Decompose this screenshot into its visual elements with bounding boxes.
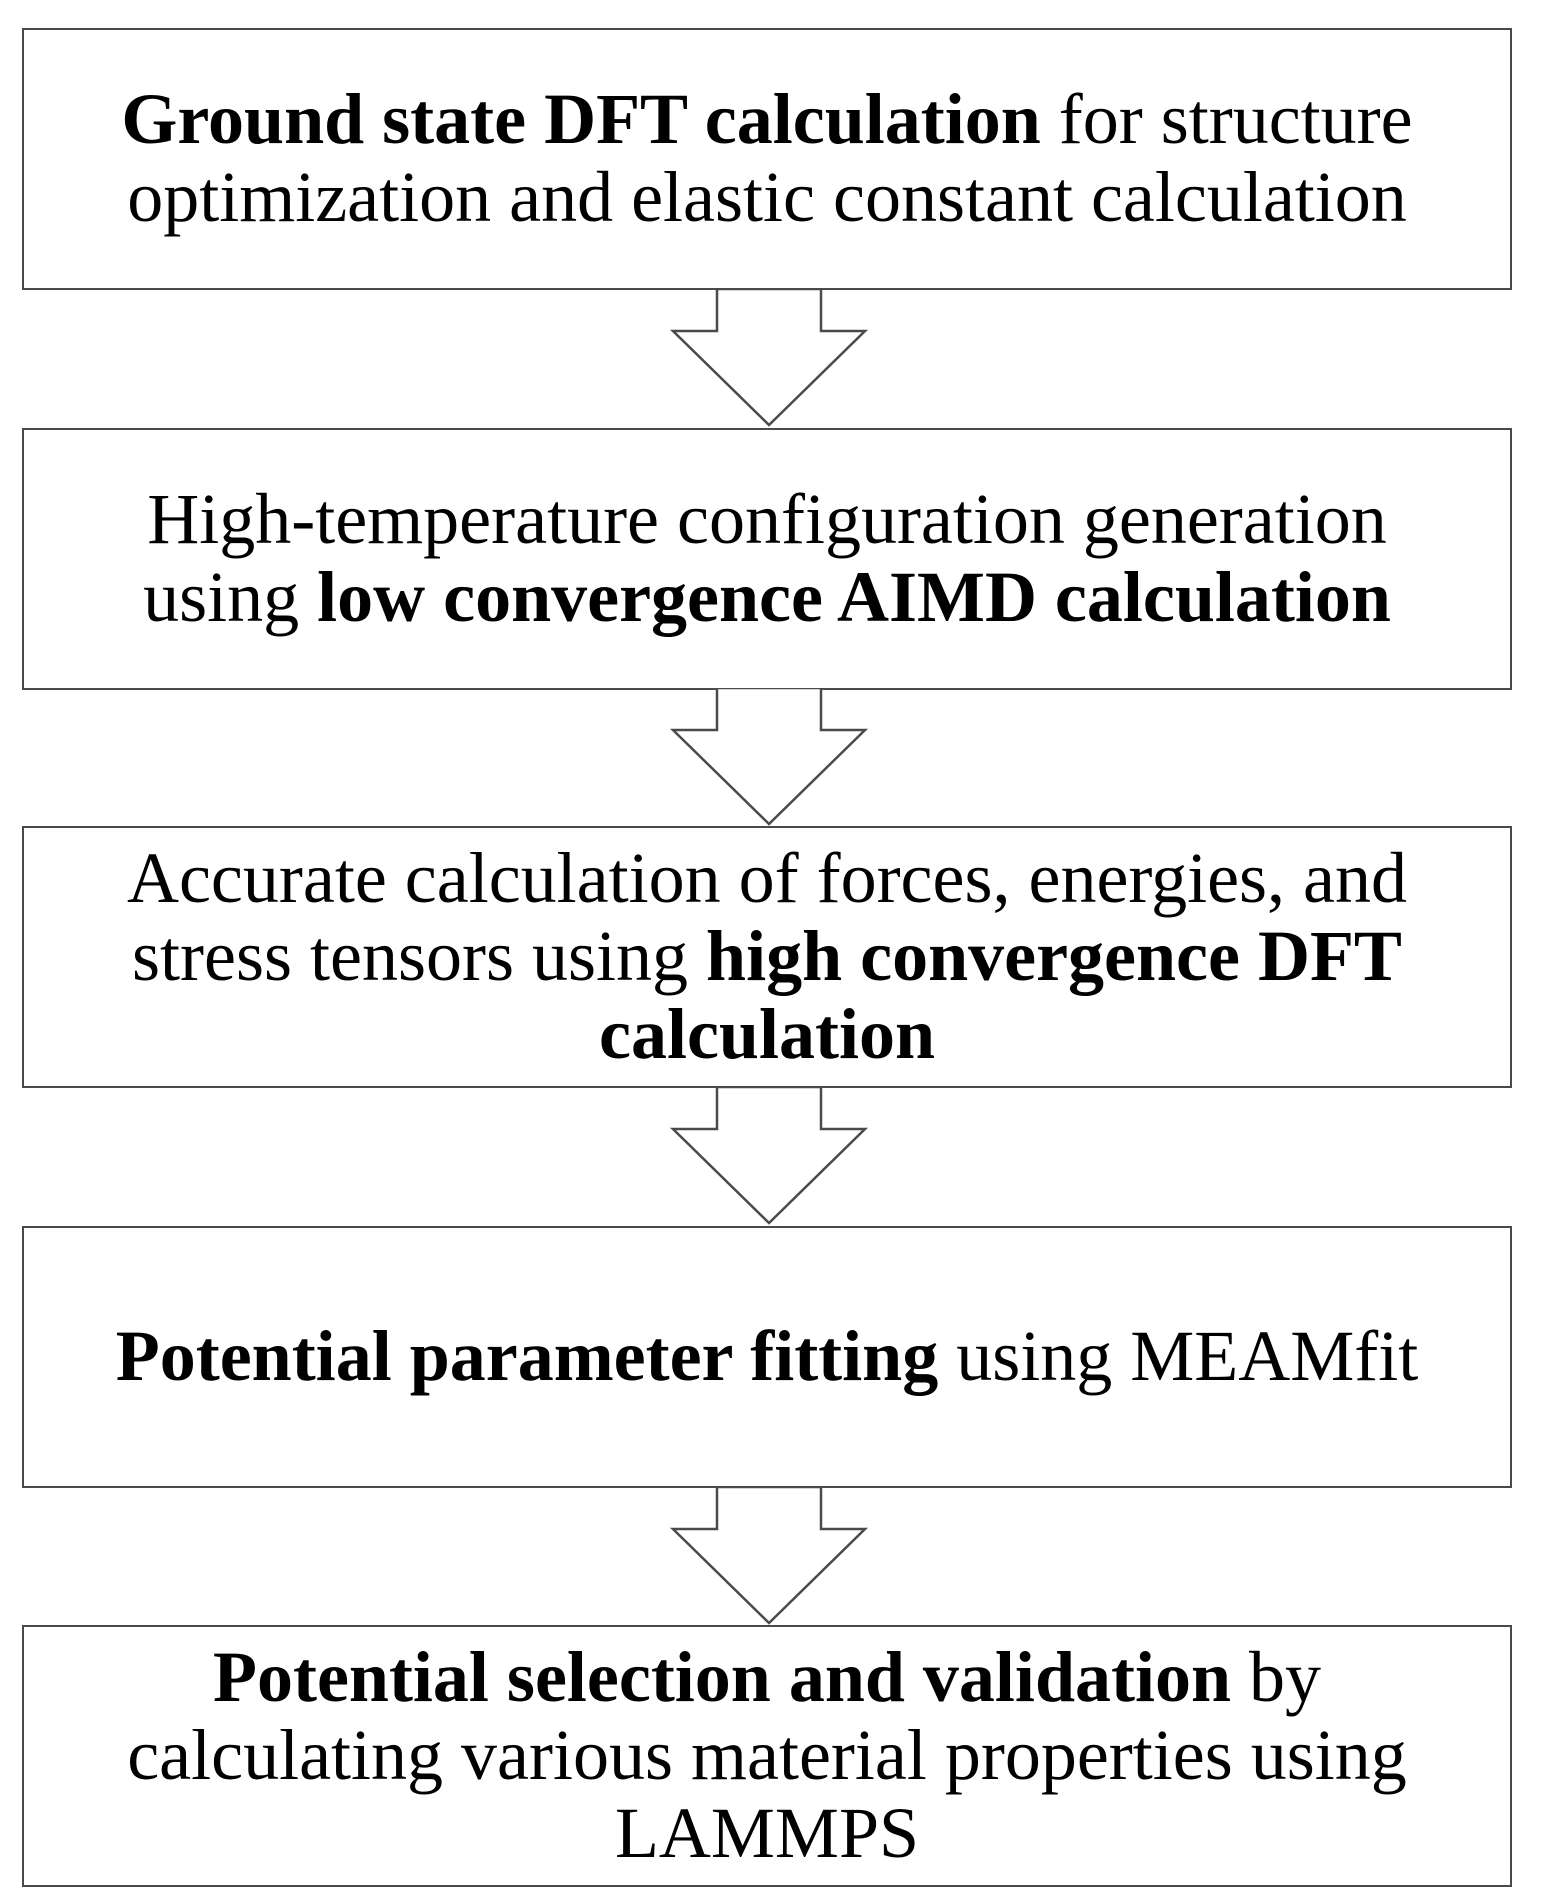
step-text (24, 840, 1510, 1073)
step-text (24, 481, 1510, 637)
step-text (24, 81, 1510, 237)
down-arrow-icon (669, 1487, 869, 1627)
step-text (76, 1318, 1458, 1396)
down-arrow-icon (669, 688, 869, 828)
step-box-selection-validation (22, 1625, 1512, 1887)
down-arrow-icon (669, 1087, 869, 1227)
step-text-bold: Potential selection and validation (212, 1637, 1232, 1718)
step-box-accurate-calculation (22, 826, 1512, 1088)
step-text-regular: by calculating various material properties using LAMMPS (127, 1637, 1407, 1873)
step-box-parameter-fitting (22, 1226, 1512, 1488)
step-text-regular: High-temperature configuration generation using (143, 479, 1387, 637)
step-text-bold: Ground state DFT calculation (121, 79, 1041, 160)
step-box-ground-state-dft (22, 28, 1512, 290)
step-text-bold: high convergence DFT calculation (599, 916, 1402, 1074)
down-arrow-icon (669, 289, 869, 429)
step-text-regular: for structure optimization and elastic constant calculation (127, 79, 1413, 237)
step-text-bold: Potential parameter fitting (115, 1316, 939, 1397)
step-text-regular: Accurate calculation of forces, energies, and stress tensors using (126, 838, 1408, 997)
step-text (24, 1639, 1510, 1872)
step-box-configuration-generation (22, 428, 1512, 690)
step-text-regular: using MEAMfit (938, 1316, 1419, 1397)
step-text-bold: low convergence AIMD calculation (317, 557, 1391, 637)
